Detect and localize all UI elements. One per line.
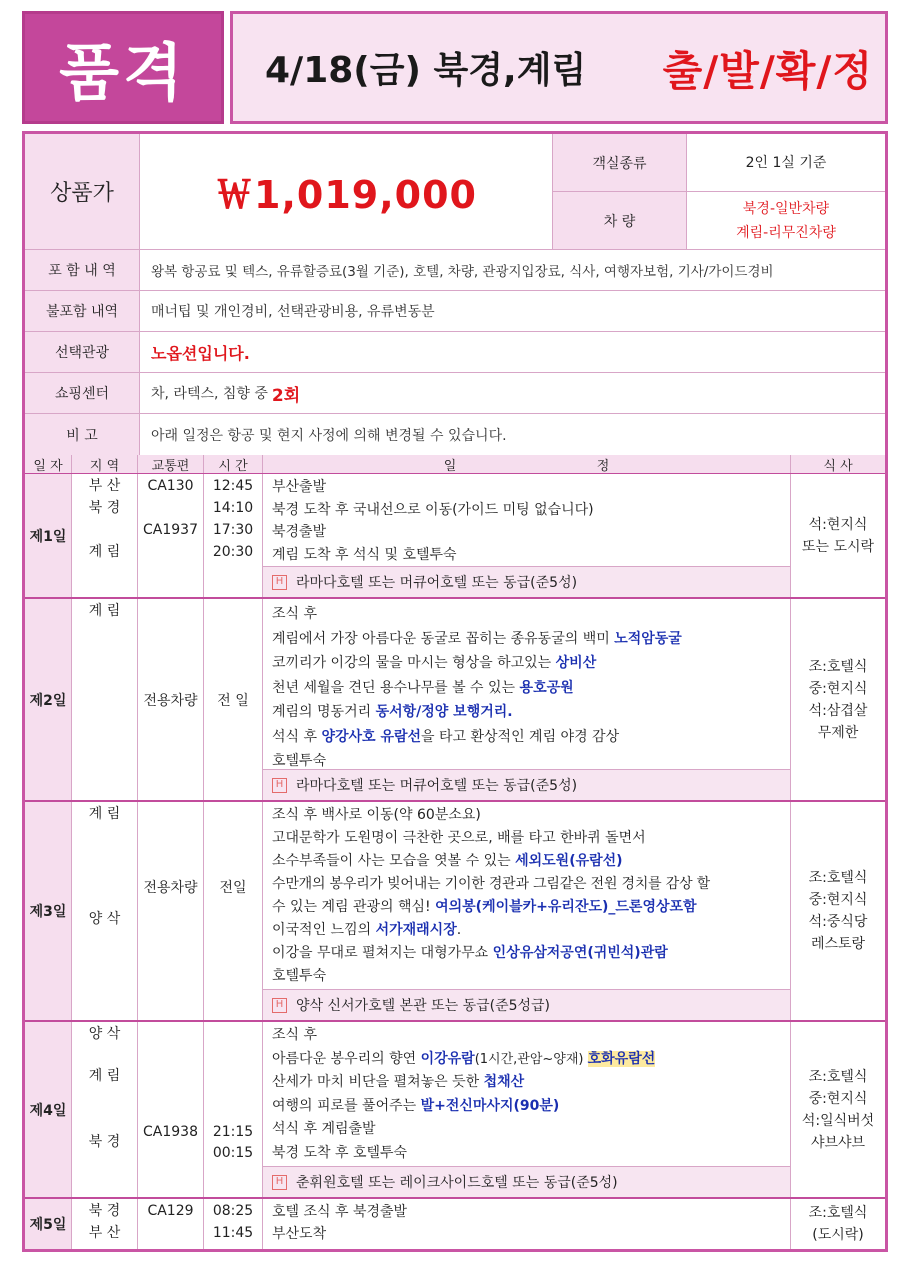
room-type-label: 객실종류 (553, 134, 687, 191)
flight-number: CA1937 (143, 522, 198, 538)
schedule-line: 산세가 마치 비단을 펼쳐놓은 듯한 첩채산 (272, 1074, 525, 1090)
schedule-line: 여행의 피로를 풀어주는 발+전신마사지(90분) (272, 1097, 560, 1114)
shopping-label: 쇼핑센터 (25, 373, 140, 413)
day-2-label: 제2일 (25, 599, 72, 800)
included-value: 왕복 항공료 및 텍스, 유류할증료(3월 기준), 호텔, 차량, 관광지입장료, 식사, 여행자보험, 기사/가이드경비 (151, 264, 774, 280)
hotel-icon: H (272, 778, 287, 793)
day-5-transport (138, 1199, 204, 1249)
region: 계 림 (88, 603, 121, 619)
day-1-transport (138, 474, 204, 597)
flight-number: CA130 (147, 478, 194, 494)
day-5-row (25, 1199, 885, 1249)
schedule-line: 호텔투숙 (272, 753, 327, 769)
day-3-schedule (263, 802, 791, 1020)
schedule-line: 아름다운 봉우리의 향연 이강유람(1시간,관암~양재) 호화유람선 (272, 1050, 656, 1067)
attraction-highlight: 노적암동굴 (614, 630, 682, 647)
day-2-schedule (263, 599, 791, 800)
schedule-line: 계림의 명동거리 동서항/정양 보행거리. (272, 704, 513, 720)
schedule-line: 계림 도착 후 석식 및 호텔투숙 (272, 546, 457, 563)
vehicle-value (687, 192, 885, 249)
day-4-row (25, 1022, 885, 1199)
meal: 무제한 (817, 724, 859, 741)
region: 양 삭 (88, 911, 121, 927)
meal: 중:현지식 (808, 892, 868, 908)
departure-confirmed-status: 출/발/확/정 (662, 47, 873, 95)
day-1-schedule (263, 474, 791, 597)
day-1-regions (72, 474, 138, 597)
hotel-name: 라마다호텔 또는 머큐어호텔 또는 동급(준5성) (296, 575, 578, 591)
region: 계 림 (88, 806, 121, 822)
schedule-line: 수만개의 봉우리가 빚어내는 기이한 경관과 그림같은 전원 경치를 감상 할 (272, 876, 710, 892)
hotel-name: 양삭 신서가호텔 본관 또는 동급(준5성급) (296, 998, 551, 1014)
col-region: 지 역 (72, 455, 138, 473)
attraction-highlight: 서가재래시장 (375, 922, 457, 938)
shopping-value: 차, 라텍스, 침향 중 (151, 386, 268, 402)
day-4-times (204, 1022, 263, 1197)
day-3-transport (138, 802, 204, 1020)
attraction-highlight: 발+전신마사지(90분) (420, 1097, 560, 1114)
departure-date-title: 4/18(금) 북경,계림 (265, 50, 587, 91)
time: 17:30 (212, 522, 254, 538)
day-4-regions (72, 1022, 138, 1197)
time: 00:15 (212, 1145, 254, 1161)
optional-tour-value: 노옵션입니다. (151, 343, 250, 363)
day-1-label: 제1일 (25, 474, 72, 597)
schedule-line: 코끼리가 이강의 물을 마시는 형상을 하고있는 상비산 (272, 655, 597, 671)
day-1-hotel (263, 566, 790, 597)
note-row (25, 414, 885, 455)
day-5-label: 제5일 (25, 1199, 72, 1249)
col-transport: 교통편 (138, 455, 204, 473)
region: 북 경 (88, 1134, 121, 1150)
hotel-name: 라마다호텔 또는 머큐어호텔 또는 동급(준5성) (296, 778, 578, 794)
shopping-row (25, 373, 885, 414)
col-time: 시 간 (204, 455, 263, 473)
day-4-meals (791, 1022, 885, 1197)
schedule-line: 부산출발 (272, 479, 327, 495)
product-info-table (25, 134, 885, 455)
optional-tour-value-wrap (140, 332, 885, 372)
col-schedule: 일 정 (263, 455, 791, 473)
schedule-line: 석식 후 계림출발 (272, 1121, 376, 1137)
day-3-regions (72, 802, 138, 1020)
transport: 전용차량 (143, 880, 198, 896)
meal: 조:호텔식 (808, 658, 868, 675)
region: 부 산 (88, 478, 121, 494)
schedule-line: 이국적인 느낌의 서가재래시장. (272, 922, 462, 938)
vehicle-beijing: 북경-일반차량 (742, 200, 830, 217)
hotel-name: 춘휘원호텔 또는 레이크사이드호텔 또는 동급(준5성) (296, 1175, 618, 1191)
schedule-line: 호텔투숙 (272, 968, 327, 984)
schedule-line: 조식 후 백사로 이동(약 60분소요) (272, 807, 481, 823)
meal: 샤브샤브 (810, 1134, 866, 1151)
itinerary-header (25, 455, 885, 474)
meal: 또는 도시락 (801, 538, 875, 555)
page-header (22, 11, 888, 124)
attraction-highlight: 이강유람 (420, 1050, 475, 1067)
hotel-icon: H (272, 575, 287, 590)
day-4-label: 제4일 (25, 1022, 72, 1197)
day-3-label: 제3일 (25, 802, 72, 1020)
schedule-line: 계림에서 가장 아름다운 동굴로 꼽히는 종유동굴의 백미 노적암동굴 (272, 630, 682, 647)
day-3-meals (791, 802, 885, 1020)
time: 21:15 (212, 1124, 254, 1140)
room-type-row (553, 134, 885, 191)
flight-number: CA1938 (143, 1124, 198, 1140)
schedule-line: 북경 도착 후 호텔투숙 (272, 1144, 408, 1161)
schedule-line: 천년 세월을 견딘 용수나무를 볼 수 있는 용호공원 (272, 679, 574, 696)
meal: 레스토랑 (810, 936, 866, 952)
day-5-times (204, 1199, 263, 1249)
excluded-row (25, 291, 885, 332)
itinerary-sheet (22, 131, 888, 1252)
day-3-row (25, 802, 885, 1022)
shopping-value-wrap (140, 373, 885, 413)
meal: 중:현지식 (808, 1090, 868, 1107)
schedule-line: 북경 도착 후 국내선으로 이동(가이드 미팅 없습니다) (272, 501, 594, 518)
excluded-label: 불포함 내역 (25, 291, 140, 331)
hotel-icon: H (272, 998, 287, 1013)
attraction-highlight: 용호공원 (519, 679, 574, 696)
time: 20:30 (212, 544, 254, 560)
day-2-transport (138, 599, 204, 800)
schedule-line: 석식 후 양강사호 유람선을 타고 환상적인 계림 야경 감상 (272, 728, 620, 745)
price-row (25, 134, 885, 250)
time: 12:45 (212, 478, 254, 494)
schedule-line: 소수부족들이 사는 모습을 엿볼 수 있는 세외도원(유람선) (272, 853, 623, 869)
day-4-hotel (263, 1166, 790, 1197)
day-1-meals (791, 474, 885, 597)
room-type-value: 2인 1실 기준 (745, 154, 827, 171)
region: 계 림 (88, 1068, 121, 1084)
day-2-row (25, 599, 885, 802)
day-5-meals (791, 1199, 885, 1249)
day-3-hotel (263, 989, 790, 1020)
vehicle-row (553, 191, 885, 249)
optional-tour-label: 선택관광 (25, 332, 140, 372)
meal: 석:삼겹살 (808, 702, 868, 719)
attraction-highlight: 여의봉(케이블카+유리잔도)_드론영상포함 (435, 899, 697, 915)
day-5-regions (72, 1199, 138, 1249)
note-value: 아래 일정은 항공 및 현지 사정에 의해 변경될 수 있습니다. (151, 427, 507, 444)
optional-tour-row (25, 332, 885, 373)
note-label: 비 고 (25, 414, 140, 455)
schedule-line: 북경출발 (272, 524, 327, 540)
time: 전일 (219, 880, 247, 896)
day-4-transport (138, 1022, 204, 1197)
included-label: 포 함 내 역 (25, 250, 140, 290)
col-day: 일 자 (25, 455, 72, 473)
region: 북 경 (88, 1203, 121, 1219)
shopping-count: 2회 (271, 385, 301, 406)
price-side-info (553, 134, 885, 249)
region: 양 삭 (88, 1026, 121, 1042)
schedule-line: 이강을 무대로 펼쳐지는 대형가무쇼 인상유삼저공연(귀빈석)관람 (272, 945, 668, 961)
transport: 전용차량 (143, 692, 198, 709)
attraction-highlight: 첩채산 (483, 1074, 525, 1090)
vehicle-label: 차 량 (553, 192, 687, 249)
schedule-line: 고대문학가 도원명이 극찬한 곳으로, 배를 타고 한바퀴 돌면서 (272, 830, 646, 846)
day-2-regions (72, 599, 138, 800)
day-1-row (25, 474, 885, 599)
meal: 석:중식당 (808, 914, 868, 930)
attraction-highlight: 양강사호 유람선 (321, 728, 422, 745)
attraction-highlight: 호화유람선 (587, 1050, 656, 1067)
day-4-schedule (263, 1022, 791, 1197)
schedule-line: 호텔 조식 후 북경출발 (272, 1204, 408, 1220)
schedule-line: 부산도착 (272, 1226, 327, 1242)
meal: 석:일식버섯 (801, 1112, 875, 1129)
meal: 조:호텔식 (808, 870, 868, 886)
flight-number: CA129 (147, 1203, 194, 1219)
day-2-time (204, 599, 263, 800)
price-label: 상품가 (25, 134, 140, 249)
schedule-line: 수 있는 계림 관광의 핵심! 여의봉(케이블카+유리잔도)_드론영상포함 (272, 899, 697, 915)
time: 전 일 (217, 692, 249, 709)
time: 11:45 (212, 1225, 254, 1241)
hotel-icon: H (272, 1175, 287, 1190)
schedule-line: 조식 후 (272, 1027, 318, 1043)
region: 부 산 (88, 1225, 121, 1241)
day-5-schedule (263, 1199, 791, 1249)
day-2-meals (791, 599, 885, 800)
grade-badge: 품격 (22, 11, 224, 124)
attraction-highlight: 동서항/정양 보행거리. (375, 704, 513, 720)
region: 북 경 (88, 500, 121, 516)
excluded-value: 매너팁 및 개인경비, 선택관광비용, 유류변동분 (151, 304, 435, 320)
time: 08:25 (212, 1203, 254, 1219)
meal: 조:호텔식 (808, 1205, 868, 1221)
title-banner (230, 11, 888, 124)
region: 계 림 (88, 544, 121, 560)
vehicle-guilin: 계림-리무진차량 (736, 224, 836, 241)
meal: 조:호텔식 (808, 1068, 868, 1085)
meal: 중:현지식 (808, 680, 868, 697)
schedule-line: 조식 후 (272, 606, 318, 622)
meal: 석:현지식 (808, 516, 868, 533)
attraction-highlight: 세외도원(유람선) (515, 853, 623, 869)
attraction-highlight: 상비산 (555, 655, 597, 671)
price-amount: ￦1,019,000 (140, 134, 553, 249)
day-1-times (204, 474, 263, 597)
col-meal: 식 사 (823, 458, 853, 474)
attraction-highlight: 인상유삼저공연(귀빈석)관람 (492, 945, 668, 961)
included-row (25, 250, 885, 291)
day-2-hotel (263, 769, 790, 800)
day-3-time (204, 802, 263, 1020)
meal: (도시락) (812, 1227, 864, 1243)
time: 14:10 (212, 500, 254, 516)
